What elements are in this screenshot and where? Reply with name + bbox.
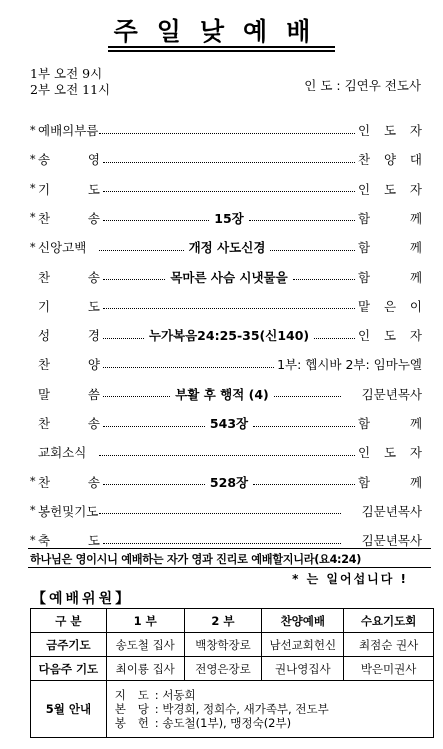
verse-bottom-rule [28,567,431,568]
order-item-content: 543장 [209,416,249,431]
dot-leader [103,220,209,221]
order-item-label: 교회소식 [38,445,87,461]
order-item-responsible: 함 께 [358,416,423,431]
notice-key: 본 당 [114,702,149,716]
dot-leader [103,484,205,485]
order-row [30,353,422,375]
header-cell: 1 부 [106,609,184,633]
scripture-verse: 하나님은 영이시니 예배하는 자가 영과 진리로 예배할지니라(요4:24) [30,553,362,566]
order-item-label: 신앙고백 [38,240,87,256]
dot-leader [103,308,355,309]
verse-top-rule [28,548,431,549]
order-item-content: 1부: 헵시바 2부: 임마누엘 [277,357,422,373]
notice-key: 봉 헌 [114,716,149,730]
stand-marker: * [30,123,36,137]
stand-note: * 는 일어섭니다 ! [292,572,408,586]
stand-marker: * [30,240,36,254]
page-title: 주일낮예배 [113,17,330,46]
service-time-1: 1부 오전 9시 [30,66,103,81]
committee-row [31,633,434,657]
order-item-label: 찬 송 [38,269,100,285]
row-label: 다음주 기도 [31,657,107,681]
stand-marker: * [30,152,36,166]
table-cell: 권나영집사 [262,657,344,681]
order-item-responsible: 맡 은 이 [358,298,422,314]
notice-line: 지 도 : 서동희 [114,688,196,702]
dot-leader [103,162,355,163]
notice-label: 5월 안내 [31,681,107,738]
order-item-responsible: 김문년목사 [361,386,422,402]
order-item-label: 찬 양 [38,357,100,373]
table-cell: 백창학장로 [184,633,262,657]
notice-value: 송도철(1부), 맹정숙(2부) [162,716,292,730]
dot-leader [249,220,355,221]
order-row [30,500,422,522]
order-item-label: 찬 송 [38,474,100,490]
order-item-responsible: 인 도 자 [358,123,422,138]
order-item-responsible: 찬 양 대 [358,152,422,168]
dot-leader [99,455,355,456]
table-cell: 박은미권사 [344,657,434,681]
table-cell: 전영은장로 [184,657,262,681]
order-item-responsible: 함 께 [358,269,423,285]
dot-leader [270,250,355,251]
committee-header-row [31,609,434,633]
order-row [30,178,422,200]
dot-leader [253,484,355,485]
dot-leader [103,191,355,192]
committee-table [30,608,434,738]
header-cell: 찬양예배 [262,609,344,633]
notice-cell [106,681,433,738]
order-item-responsible: 인 도 자 [358,328,422,344]
order-item-content: 목마른 사슴 시냇물을 [170,269,288,285]
order-item-responsible: 함 께 [358,474,423,490]
notice-line: 본 당 : 박경희, 정희수, 새가족부, 전도부 [114,702,329,716]
order-item-label: 기 도 [38,298,100,314]
dot-leader [99,250,184,251]
order-item-label: 성 경 [38,328,100,344]
notice-value: 박경희, 정희수, 새가족부, 전도부 [162,702,329,716]
order-item-label: 축 도 [38,533,100,549]
stand-marker: * [30,211,36,225]
table-cell: 최점순 권사 [344,633,434,657]
order-item-responsible: 인 도 자 [358,445,422,461]
notice-row [31,681,434,738]
order-item-content: 528장 [209,474,249,490]
order-item-label: 찬 송 [38,416,100,431]
header-cell: 구 분 [31,609,107,633]
stand-marker: * [30,475,36,489]
dot-leader [103,367,274,368]
dot-leader [103,396,170,397]
committee-title: 【예배위원】 [32,591,133,607]
table-cell: 남선교회헌신 [262,633,344,657]
order-item-label: 찬 송 [38,210,100,226]
stand-marker: * [30,533,36,547]
order-row [30,266,422,288]
order-item-label: 송 영 [38,152,100,168]
dot-leader [314,338,355,339]
stand-marker: * [30,504,36,518]
order-item-responsible: 김문년목사 [361,503,422,519]
order-row [30,119,422,141]
title-underline-2 [108,50,335,52]
table-cell: 최이룡 집사 [106,657,184,681]
order-row [30,148,422,170]
dot-leader [103,338,144,339]
committee-row [31,657,434,681]
order-item-responsible: 인 도 자 [358,181,422,197]
service-leader: 인 도 : 김연우 전도사 [304,78,421,93]
order-item-label: 기 도 [38,181,100,197]
order-item-content: 15장 [214,210,244,226]
table-cell: 송도철 집사 [106,633,184,657]
dot-leader [99,513,341,514]
dot-leader [253,426,355,427]
notice-line: 봉 헌 : 송도철(1부), 맹정숙(2부) [114,716,292,730]
header-cell: 2 부 [184,609,262,633]
order-row [30,412,422,434]
dot-leader [103,426,205,427]
order-item-responsible: 함 께 [358,240,422,256]
header-cell: 수요기도회 [344,609,434,633]
order-row [30,236,422,258]
order-row [30,295,422,317]
order-item-label: 봉헌및기도 [38,503,99,519]
order-item-label: 말 씀 [38,386,100,402]
order-item-content: 누가복음24:25-35(신140) [148,328,310,344]
order-item-content: 부활 후 행적 (4) [175,386,269,402]
order-row [30,471,422,493]
dot-leader [293,279,355,280]
notice-key: 지 도 [114,688,149,702]
order-item-label: 예배의부름 [38,123,99,138]
dot-leader [103,279,165,280]
dot-leader [274,396,341,397]
dot-leader [99,133,355,134]
order-row [30,383,422,405]
service-times [30,66,110,98]
notice-value: 서동희 [162,688,196,702]
dot-leader [103,543,341,544]
order-item-responsible: 함 께 [358,210,423,226]
order-item-responsible: 김문년목사 [361,533,422,549]
title-underline [108,46,335,48]
stand-marker: * [30,182,36,196]
order-row [30,324,422,346]
order-row [30,441,422,463]
order-row [30,207,422,229]
service-time-2: 2부 오전 11시 [30,82,111,97]
order-item-content: 개정 사도신경 [188,240,266,256]
row-label: 금주기도 [31,633,107,657]
